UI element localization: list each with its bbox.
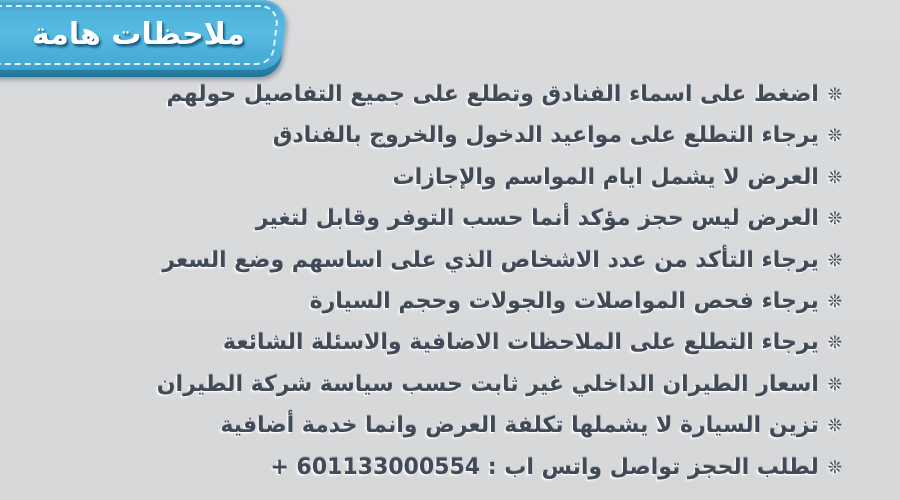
note-item: [0, 281, 900, 322]
note-text: اضغط على اسماء الفنادق وتطلع على جميع التفاصيل حولهم: [166, 82, 819, 107]
asterisk-bullet-icon: ❊: [827, 85, 842, 105]
asterisk-bullet-icon: ❊: [827, 209, 842, 230]
note-text: يرجاء التطلع على الملاحظات الاضافية والاسئلة الشائعة: [222, 330, 819, 356]
asterisk-bullet-icon: ❊: [827, 250, 842, 271]
asterisk-bullet-icon: ❊: [827, 333, 842, 354]
note-item: [0, 198, 900, 239]
asterisk-bullet-icon: ❊: [827, 457, 842, 478]
note-text: العرض ليس حجز مؤكد أنما حسب التوفر وقابل لتغير: [255, 206, 819, 232]
asterisk-bullet-icon: ❊: [827, 291, 842, 312]
page-title: ملاحظات هامة: [32, 17, 245, 52]
banner-ribbon-shape: [0, 0, 289, 77]
note-text: اسعار الطيران الداخلي غير ثابت حسب سياسة شركة الطيران: [156, 371, 819, 397]
note-text: لطلب الحجز تواصل واتس اب : 601133000554 +: [270, 454, 819, 480]
note-item: [0, 322, 900, 363]
note-text: تزين السيارة لا يشملها تكلفة العرض وانما خدمة أضافية: [220, 413, 819, 439]
note-text: يرجاء فحص المواصلات والجولات وحجم السيارة: [309, 288, 819, 314]
asterisk-bullet-icon: ❊: [827, 167, 842, 188]
note-text: يرجاء التطلع على مواعيد الدخول والخروج بالفنادق: [272, 123, 819, 149]
note-item: [0, 115, 900, 156]
notes-list: [0, 74, 900, 488]
asterisk-bullet-icon: ❊: [827, 374, 842, 395]
asterisk-bullet-icon: ❊: [827, 126, 842, 147]
note-text: العرض لا يشمل ايام المواسم والإجازات: [392, 164, 819, 190]
note-item: [0, 240, 900, 281]
note-item-whatsapp-contact: [0, 447, 900, 488]
note-text: يرجاء التأكد من عدد الاشخاص الذي على اساسهم وضع السعر: [162, 247, 819, 273]
note-item: [0, 74, 900, 115]
asterisk-bullet-icon: ❊: [827, 416, 842, 437]
note-item: [0, 405, 900, 446]
note-item: [0, 364, 900, 405]
note-item: [0, 157, 900, 198]
